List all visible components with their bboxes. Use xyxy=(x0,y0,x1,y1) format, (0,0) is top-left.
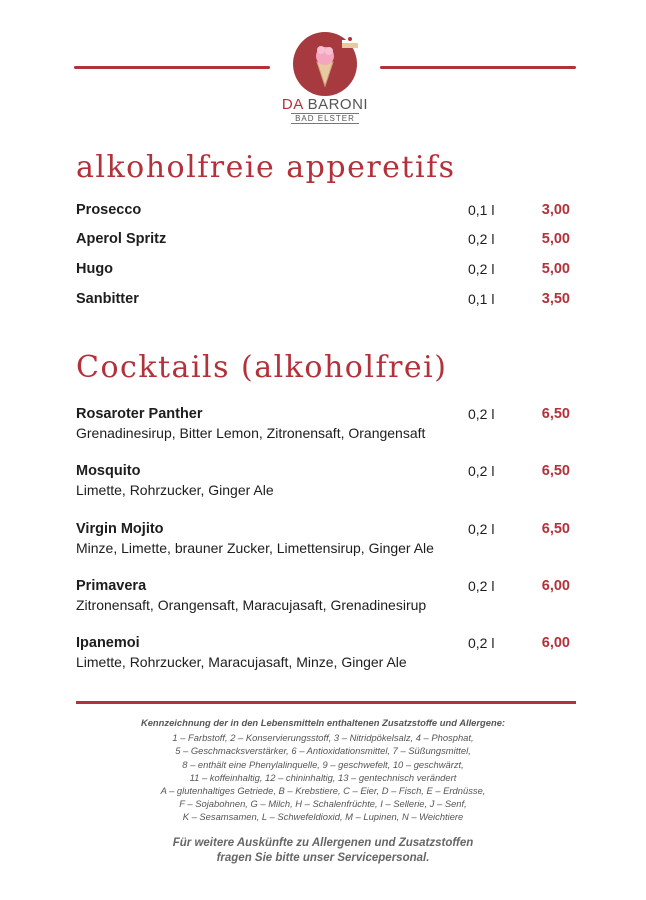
menu-item xyxy=(76,261,576,277)
item-name: Prosecco xyxy=(76,202,142,218)
item-description: Grenadinesirup, Bitter Lemon, Zitronensaft, Orangensaft xyxy=(76,425,426,441)
item-name: Rosaroter Panther xyxy=(76,406,203,422)
item-price: 5,00 xyxy=(541,261,570,277)
menu-item xyxy=(76,202,576,218)
allergen-line: 5 – Geschmacksverstärker, 6 – Antioxidationsmittel, 7 – Süßungsmittel, xyxy=(175,745,471,757)
header xyxy=(0,0,646,140)
item-price: 6,00 xyxy=(541,635,570,651)
allergen-line: A – glutenhaltiges Getriede, B – Krebstiere, C – Eier, D – Fisch, E – Erdnüsse, xyxy=(160,785,486,797)
item-name: Mosquito xyxy=(76,463,141,479)
menu-item xyxy=(76,521,576,556)
allergen-line: 11 – koffeinhaltig, 12 – chininhaltig, 13 – gentechnisch verändert xyxy=(189,771,457,783)
allergen-line: F – Sojabohnen, G – Milch, H – Schalenfrüchte, I – Sellerie, J – Senf, xyxy=(179,798,467,810)
item-name: Hugo xyxy=(76,261,114,277)
item-description: Minze, Limette, brauner Zucker, Limettensirup, Ginger Ale xyxy=(76,540,434,556)
menu-item xyxy=(76,578,576,613)
item-price: 6,50 xyxy=(541,406,570,422)
menu-item xyxy=(76,635,576,670)
header-rule-right xyxy=(380,66,576,69)
item-name: Virgin Mojito xyxy=(76,521,164,537)
item-price: 6,50 xyxy=(541,463,570,479)
menu-item xyxy=(76,231,576,247)
brand-baroni: BARONI xyxy=(307,96,369,113)
header-rule-left xyxy=(74,66,270,69)
item-name: Ipanemoi xyxy=(76,635,140,651)
item-price: 5,00 xyxy=(541,231,570,247)
item-description: Limette, Rohrzucker, Ginger Ale xyxy=(76,482,274,498)
menu-item xyxy=(76,406,576,441)
allergen-heading: Kennzeichnung der in den Lebensmitteln enthaltenen Zusatzstoffe und Allergene: xyxy=(140,717,506,728)
item-price: 6,00 xyxy=(541,578,570,594)
brand-name xyxy=(270,96,380,113)
item-volume: 0,1 l xyxy=(468,202,495,218)
item-volume: 0,2 l xyxy=(468,578,495,594)
item-volume: 0,2 l xyxy=(468,463,495,479)
cake-icon xyxy=(340,36,360,50)
brand-da: DA xyxy=(281,96,303,113)
item-name: Aperol Spritz xyxy=(76,231,167,247)
section-title-cocktails: Cocktails (alkoholfrei) xyxy=(76,350,448,385)
item-volume: 0,1 l xyxy=(468,291,495,307)
item-volume: 0,2 l xyxy=(468,231,495,247)
item-volume: 0,2 l xyxy=(468,261,495,277)
service-note-line: Für weitere Auskünfte zu Allergenen und Zusatzstoffen xyxy=(172,837,474,849)
item-name: Sanbitter xyxy=(76,291,139,307)
item-name: Primavera xyxy=(76,578,147,594)
allergen-line: 1 – Farbstoff, 2 – Konservierungsstoff, 3 – Nitridpökelsalz, 4 – Phosphat, xyxy=(172,732,474,744)
item-description: Limette, Rohrzucker, Maracujasaft, Minze, Ginger Ale xyxy=(76,654,407,670)
menu-item xyxy=(76,463,576,498)
service-note xyxy=(76,836,570,866)
section-title-aperitifs: alkoholfreie apperetifs xyxy=(76,150,456,185)
menu-item xyxy=(76,291,576,307)
allergen-line: 8 – enthält eine Phenylalinquelle, 9 – geschwefelt, 10 – geschwärzt, xyxy=(182,758,464,770)
item-volume: 0,2 l xyxy=(468,635,495,651)
item-description: Zitronensaft, Orangensaft, Maracujasaft, Grenadinesirup xyxy=(76,597,427,613)
item-volume: 0,2 l xyxy=(468,521,495,537)
item-volume: 0,2 l xyxy=(468,406,495,422)
item-price: 3,00 xyxy=(541,202,570,218)
item-price: 6,50 xyxy=(541,521,570,537)
service-note-line: fragen Sie bitte unser Servicepersonal. xyxy=(216,852,430,864)
brand-location: BAD ELSTER xyxy=(270,114,380,123)
allergen-legend xyxy=(76,716,570,824)
item-price: 3,50 xyxy=(541,291,570,307)
footer-rule xyxy=(76,701,576,704)
allergen-line: K – Sesamsamen, L – Schwefeldioxid, M – Lupinen, N – Weichtiere xyxy=(182,811,464,823)
